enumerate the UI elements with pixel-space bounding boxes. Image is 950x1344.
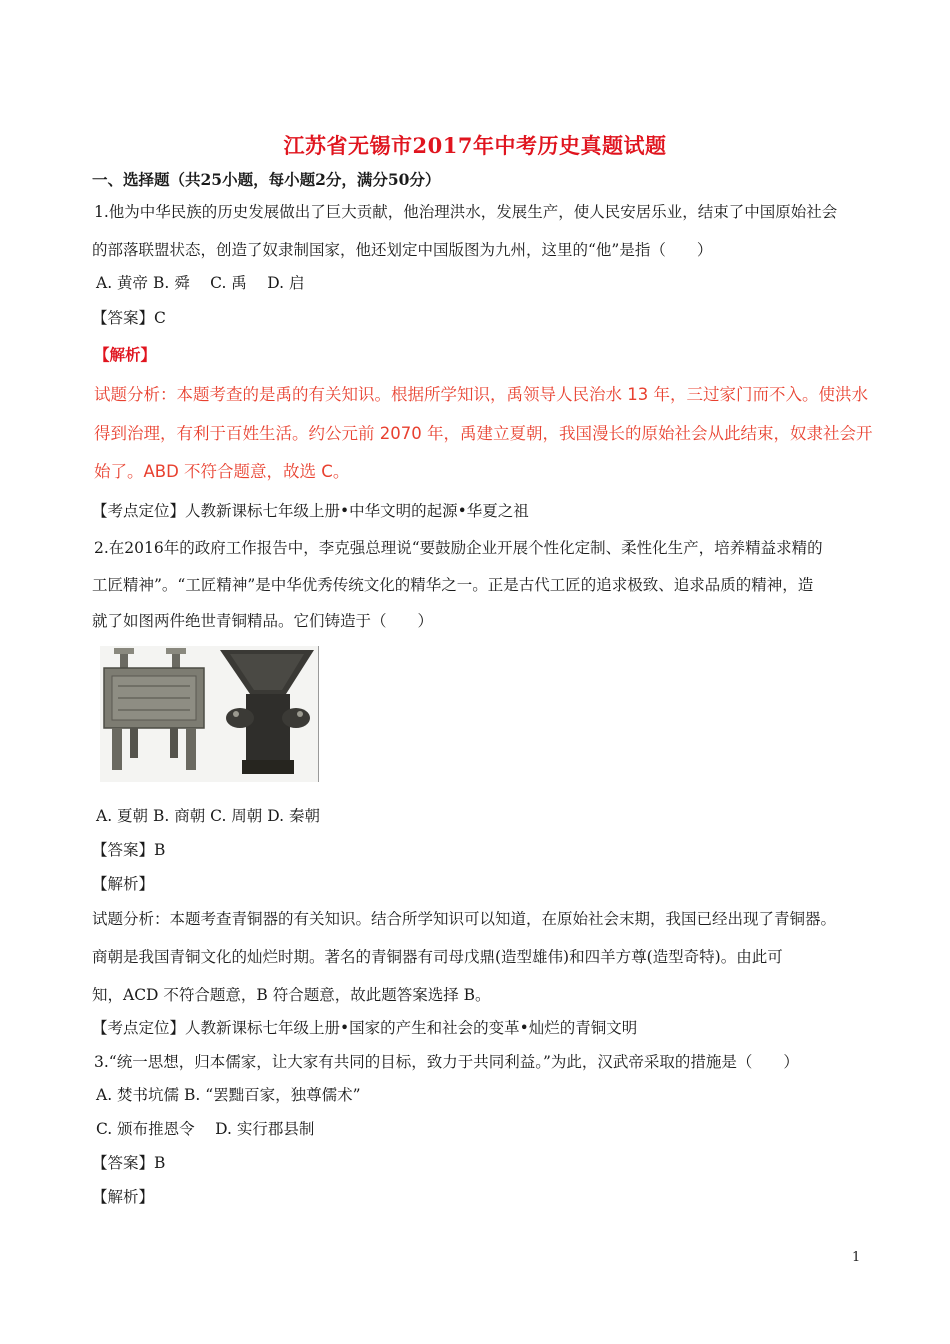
q3-stem: 3.“统一思想，归本儒家，让大家有共同的目标，致力于共同利益。”为此，汉武帝采取的措施是（ ） [94, 1053, 799, 1071]
q2-stem-line3: 就了如图两件绝世青铜精品。它们铸造于（ ） [92, 612, 434, 630]
q2-kaodian: 【考点定位】人教新课标七年级上册•国家的产生和社会的变革•灿烂的青铜文明 [92, 1019, 638, 1037]
q2-answer: 【答案】B [92, 841, 166, 859]
q3-answer: 【答案】B [92, 1154, 166, 1172]
q2-analysis-line3: 知，ACD 不符合题意，B 符合题意，故此题答案选择 B。 [92, 986, 491, 1004]
page-number: 1 [852, 1250, 861, 1265]
q2-analysis-label: 【解析】 [92, 875, 155, 893]
q3-analysis-label: 【解析】 [92, 1188, 155, 1206]
q1-analysis-line3: 始了。ABD 不符合题意，故选 C。 [94, 462, 350, 481]
q1-analysis-label: 【解析】 [94, 345, 157, 364]
q1-analysis-line2: 得到治理，有利于百姓生活。约公元前 2070 年，禹建立夏朝，我国漫长的原始社会从此结束，奴隶社会开 [94, 424, 873, 443]
exam-title: 江苏省无锡市2017年中考历史真题试题 [283, 133, 667, 158]
q2-stem-line1: 2.在2016年的政府工作报告中，李克强总理说“要鼓励企业开展个性化定制、柔性化生产，培养精益求精的 [94, 539, 823, 557]
q2-stem-line2: 工匠精神”。“工匠精神”是中华优秀传统文化的精华之一。正是古代工匠的追求极致、追求品质的精神，造 [92, 576, 814, 594]
q3-options-line2: C. 颁布推恩令 D. 实行郡县制 [96, 1120, 315, 1138]
q2-analysis-line2: 商朝是我国青铜文化的灿烂时期。著名的青铜器有司母戊鼎(造型雄伟)和四羊方尊(造型奇特)。由此可 [92, 948, 783, 966]
q2-options: A. 夏朝 B. 商朝 C. 周朝 D. 秦朝 [96, 807, 320, 825]
q2-analysis-line1: 试题分析：本题考查青铜器的有关知识。结合所学知识可以知道，在原始社会末期，我国已经出现了青铜器。 [92, 910, 837, 928]
q1-stem-line1: 1.他为中华民族的历史发展做出了巨大贡献，他治理洪水，发展生产，使人民安居乐业，结束了中国原始社会 [94, 203, 838, 221]
q1-kaodian: 【考点定位】人教新课标七年级上册•中华文明的起源•华夏之祖 [92, 502, 529, 520]
siyang-fangzun-image [220, 650, 314, 774]
bronze-vessels-image [100, 646, 319, 782]
bronze-vessels-illustration [100, 646, 318, 782]
q1-options: A. 黄帝 B. 舜 C. 禹 D. 启 [96, 274, 305, 292]
q1-stem-line2: 的部落联盟状态，创造了奴隶制国家，他还划定中国版图为九州，这里的“他”是指（ ） [92, 241, 713, 259]
section-header: 一、选择题（共25小题，每小题2分，满分50分） [92, 170, 441, 189]
simuwu-ding-image [104, 648, 204, 770]
q1-answer: 【答案】C [92, 309, 166, 327]
q1-analysis-line1: 试题分析：本题考查的是禹的有关知识。根据所学知识，禹领导人民治水 13 年，三过家门而不入。使洪水 [94, 385, 868, 404]
q3-options-line1: A. 焚书坑儒 B. “罢黜百家，独尊儒术” [96, 1086, 361, 1104]
